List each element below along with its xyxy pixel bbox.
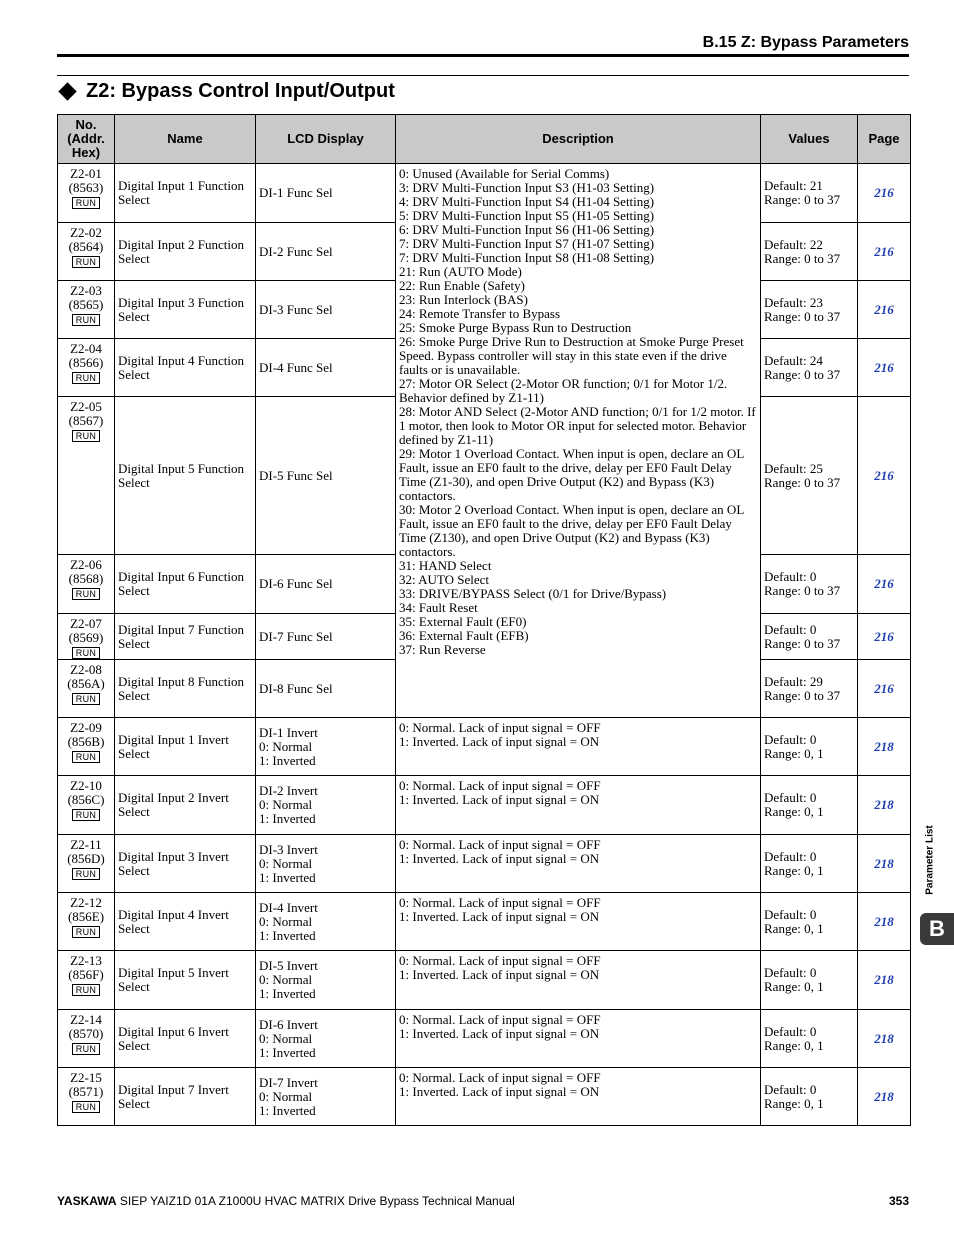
lcd-display-cell <box>256 1068 396 1126</box>
page-cell <box>858 776 911 835</box>
value-line: Range: 0 to 37 <box>764 583 841 598</box>
value-line: Default: 0 <box>764 621 817 637</box>
page-link[interactable]: 218 <box>874 1030 894 1046</box>
parameter-table <box>57 114 911 1126</box>
value-line: Default: 0 <box>764 1081 817 1097</box>
run-badge: RUN <box>72 588 100 600</box>
values-cell <box>761 281 858 339</box>
col-page-header: Page <box>858 115 911 164</box>
param-no-cell <box>58 223 115 281</box>
lcd-display-cell <box>256 1010 396 1068</box>
values-cell <box>761 397 858 555</box>
value-line: Default: 0 <box>764 569 817 584</box>
page-link[interactable]: 216 <box>874 680 894 696</box>
description-line: 31: HAND Select <box>399 558 492 573</box>
description-line: 34: Fault Reset <box>399 600 478 615</box>
page-link[interactable]: 216 <box>874 576 894 591</box>
lcd-display-line: DI-3 Invert <box>259 841 318 857</box>
invert-description-cell <box>396 951 761 1010</box>
page-link[interactable]: 216 <box>874 359 894 375</box>
page-cell <box>858 1068 911 1126</box>
value-line: Default: 0 <box>764 731 817 747</box>
description-line: 24: Remote Transfer to Bypass <box>399 306 561 321</box>
description-line: 0: Normal. Lack of input signal = OFF <box>399 953 601 968</box>
description-line: 0: Normal. Lack of input signal = OFF <box>399 1070 601 1085</box>
lcd-display-line: DI-1 Func Sel <box>259 185 333 200</box>
invert-description-cell <box>396 835 761 893</box>
run-badge: RUN <box>72 1043 100 1055</box>
param-number: Z2-03 <box>70 283 102 298</box>
description-line: 33: DRIVE/BYPASS Select (0/1 for Drive/Bypass) <box>399 586 667 601</box>
param-name: Digital Input 4 Invert Select <box>115 893 256 951</box>
invert-description-cell <box>396 1068 761 1126</box>
param-address: (8565) <box>68 297 104 312</box>
side-label: Parameter List <box>924 825 936 895</box>
param-address: (8569) <box>68 630 104 645</box>
page-cell <box>858 555 911 614</box>
table-row <box>58 1010 911 1068</box>
values-cell <box>761 339 858 397</box>
description-line: 29: Motor 1 Overload Contact. When input is open, declare an OL Fault, issue an EF0 fault to the drive, delay per EF0 Fault Delay Time (Z1-30), and open Drive Output (K2) and Bypass (K3) contactors. <box>399 446 744 503</box>
param-address: (856E) <box>67 909 105 924</box>
lcd-display-line: 0: Normal <box>259 855 313 871</box>
param-no-cell <box>58 1068 115 1126</box>
lcd-display-cell <box>256 397 396 555</box>
lcd-display-line: 0: Normal <box>259 972 313 987</box>
param-address: (856F) <box>68 967 104 982</box>
param-address: (8567) <box>68 413 104 428</box>
lcd-display-line: 0: Normal <box>259 797 313 812</box>
page-title <box>57 80 395 103</box>
lcd-display-cell <box>256 281 396 339</box>
param-address: (8571) <box>68 1084 104 1099</box>
function-description-cell <box>396 164 761 718</box>
page-title-text: Z2: Bypass Control Input/Output <box>86 80 395 102</box>
description-line: 7: DRV Multi-Function Input S7 (H1-07 Setting) <box>399 236 655 251</box>
description-line: 37: Run Reverse <box>399 642 486 657</box>
values-cell <box>761 893 858 951</box>
page-link[interactable]: 216 <box>874 467 894 483</box>
lcd-display-line: 0: Normal <box>259 913 313 929</box>
footer-text: SIEP YAIZ1D 01A Z1000U HVAC MATRIX Drive Bypass Technical Manual <box>116 1194 515 1208</box>
lcd-display-line: DI-7 Func Sel <box>259 628 333 644</box>
page-link[interactable]: 218 <box>874 972 894 987</box>
lcd-display-line: 0: Normal <box>259 738 313 754</box>
param-no-cell <box>58 555 115 614</box>
description-line: 35: External Fault (EF0) <box>399 614 527 629</box>
invert-description-cell <box>396 718 761 776</box>
invert-description-cell <box>396 893 761 951</box>
header-rule <box>57 54 909 57</box>
page-link[interactable]: 216 <box>874 243 894 259</box>
page-cell <box>858 397 911 555</box>
description-line: 23: Run Interlock (BAS) <box>399 292 528 307</box>
lcd-display-line: DI-6 Func Sel <box>259 576 333 591</box>
run-badge: RUN <box>72 868 100 880</box>
param-name: Digital Input 6 Invert Select <box>115 1010 256 1068</box>
lcd-display-cell <box>256 893 396 951</box>
param-name: Digital Input 1 Invert Select <box>115 718 256 776</box>
lcd-display-line: 1: Inverted <box>259 1044 316 1060</box>
description-line: 32: AUTO Select <box>399 572 490 587</box>
page-cell <box>858 660 911 718</box>
lcd-display-line: DI-8 Func Sel <box>259 680 333 696</box>
values-cell <box>761 1010 858 1068</box>
lcd-display-cell <box>256 339 396 397</box>
param-name: Digital Input 5 Invert Select <box>115 951 256 1010</box>
page-cell <box>858 951 911 1010</box>
param-address: (856B) <box>67 734 105 749</box>
description-line: 0: Normal. Lack of input signal = OFF <box>399 895 601 910</box>
description-line: 21: Run (AUTO Mode) <box>399 264 522 279</box>
col-values-header: Values <box>761 115 858 164</box>
description-line: 0: Normal. Lack of input signal = OFF <box>399 720 601 735</box>
value-line: Range: 0, 1 <box>764 862 824 878</box>
lcd-display-cell <box>256 951 396 1010</box>
value-line: Default: 25 <box>764 460 823 476</box>
col-name-header: Name <box>115 115 256 164</box>
description-line: 1: Inverted. Lack of input signal = ON <box>399 792 600 807</box>
lcd-display-line: DI-5 Func Sel <box>259 467 333 483</box>
lcd-display-line: DI-5 Invert <box>259 958 318 973</box>
values-cell <box>761 718 858 776</box>
value-line: Range: 0, 1 <box>764 1095 824 1111</box>
description-line: 30: Motor 2 Overload Contact. When input is open, declare an OL Fault, issue an EF0 fault to the drive, delay per EF0 Fault Delay Time (Z130), and open Drive Output (K2) and Bypass (K3) contactors. <box>399 502 744 559</box>
footer-manual-title <box>57 1194 515 1208</box>
page-number: 353 <box>888 1194 909 1208</box>
value-line: Range: 0, 1 <box>764 804 824 819</box>
description-line: 1: Inverted. Lack of input signal = ON <box>399 1084 600 1099</box>
description-line: 1: Inverted. Lack of input signal = ON <box>399 1026 600 1041</box>
run-badge: RUN <box>72 314 100 326</box>
col-no-header: No. (Addr. Hex) <box>58 115 115 164</box>
table-row <box>58 776 911 835</box>
value-line: Range: 0 to 37 <box>764 366 841 382</box>
param-address: (8566) <box>68 355 104 370</box>
description-line: 0: Unused (Available for Serial Comms) <box>399 166 610 181</box>
value-line: Default: 0 <box>764 1023 817 1039</box>
param-number: Z2-09 <box>70 720 102 735</box>
param-address: (8564) <box>68 239 104 254</box>
lcd-display-cell <box>256 223 396 281</box>
param-number: Z2-11 <box>70 837 102 852</box>
description-line: 1: Inverted. Lack of input signal = ON <box>399 967 600 982</box>
description-line: 3: DRV Multi-Function Input S3 (H1-03 Setting) <box>399 180 655 195</box>
param-no-cell <box>58 164 115 223</box>
lcd-display-line: DI-2 Invert <box>259 783 318 798</box>
param-name: Digital Input 2 Invert Select <box>115 776 256 835</box>
value-line: Default: 22 <box>764 236 823 252</box>
values-cell <box>761 835 858 893</box>
description-line: 25: Smoke Purge Bypass Run to Destruction <box>399 320 632 335</box>
param-name: Digital Input 1 Function Select <box>115 164 256 223</box>
page-cell <box>858 614 911 660</box>
value-line: Range: 0 to 37 <box>764 687 841 703</box>
param-no-cell <box>58 776 115 835</box>
value-line: Default: 29 <box>764 673 823 689</box>
value-line: Range: 0 to 37 <box>764 192 841 207</box>
description-line: 1: Inverted. Lack of input signal = ON <box>399 734 600 749</box>
value-line: Range: 0 to 37 <box>764 308 841 324</box>
footer-brand: YASKAWA <box>57 1194 117 1208</box>
table-row <box>58 718 911 776</box>
section-header: B.15 Z: Bypass Parameters <box>702 34 909 51</box>
description-line: 0: Normal. Lack of input signal = OFF <box>399 1012 601 1027</box>
run-badge: RUN <box>72 984 100 996</box>
param-no-cell <box>58 339 115 397</box>
run-badge: RUN <box>72 256 100 268</box>
lcd-display-line: DI-7 Invert <box>259 1074 318 1090</box>
lcd-display-cell <box>256 614 396 660</box>
lcd-display-line: 1: Inverted <box>259 927 316 943</box>
lcd-display-line: 1: Inverted <box>259 1102 316 1118</box>
invert-description-cell <box>396 1010 761 1068</box>
param-no-cell <box>58 893 115 951</box>
page-link[interactable]: 218 <box>874 797 894 812</box>
param-name: Digital Input 8 Function Select <box>115 660 256 718</box>
param-name: Digital Input 7 Invert Select <box>115 1068 256 1126</box>
page-cell <box>858 281 911 339</box>
param-number: Z2-01 <box>70 166 102 181</box>
param-no-cell <box>58 1010 115 1068</box>
value-line: Default: 23 <box>764 294 823 310</box>
values-cell <box>761 555 858 614</box>
values-cell <box>761 776 858 835</box>
param-number: Z2-02 <box>70 225 102 240</box>
param-address: (8563) <box>68 180 104 195</box>
page-link[interactable]: 216 <box>874 628 894 644</box>
param-number: Z2-15 <box>70 1070 102 1085</box>
param-no-cell <box>58 281 115 339</box>
page-cell <box>858 835 911 893</box>
page-link[interactable]: 218 <box>874 913 894 929</box>
param-address: (856C) <box>67 792 105 807</box>
description-line: 26: Smoke Purge Drive Run to Destruction at Smoke Purge Preset Speed. Bypass controller will stay in this state even if the drive faults or is unavailable. <box>399 334 744 377</box>
run-badge: RUN <box>72 693 100 705</box>
run-badge: RUN <box>72 751 100 763</box>
value-line: Default: 0 <box>764 906 817 922</box>
lcd-display-line: 1: Inverted <box>259 986 316 1001</box>
param-number: Z2-13 <box>70 953 102 968</box>
lcd-display-cell <box>256 835 396 893</box>
param-name: Digital Input 6 Function Select <box>115 555 256 614</box>
param-name: Digital Input 4 Function Select <box>115 339 256 397</box>
lcd-display-line: DI-4 Invert <box>259 899 318 915</box>
values-cell <box>761 660 858 718</box>
page-cell <box>858 339 911 397</box>
param-number: Z2-12 <box>70 895 102 910</box>
table-row <box>58 835 911 893</box>
param-address: (856A) <box>67 676 105 691</box>
page-link[interactable]: 216 <box>874 301 894 317</box>
param-number: Z2-10 <box>70 778 102 793</box>
value-line: Range: 0 to 37 <box>764 474 841 490</box>
description-line: 28: Motor AND Select (2-Motor AND function; 0/1 for 1/2 motor. If 1 motor, then look to Motor OR input for selected motor. Behavior defined by Z1-11) <box>399 404 756 447</box>
page-cell <box>858 223 911 281</box>
run-badge: RUN <box>72 430 100 442</box>
footer <box>57 1194 909 1208</box>
page-link[interactable]: 218 <box>874 1088 894 1104</box>
param-no-cell <box>58 835 115 893</box>
value-line: Default: 24 <box>764 352 823 368</box>
values-cell <box>761 951 858 1010</box>
lcd-display-cell <box>256 555 396 614</box>
value-line: Default: 0 <box>764 790 817 805</box>
appendix-tab[interactable]: B <box>920 913 954 945</box>
run-badge: RUN <box>72 647 100 659</box>
param-address: (8568) <box>68 571 104 586</box>
lcd-display-line: 1: Inverted <box>259 811 316 826</box>
description-line: 6: DRV Multi-Function Input S6 (H1-06 Setting) <box>399 222 655 237</box>
invert-description-cell <box>396 776 761 835</box>
param-number: Z2-08 <box>70 662 102 677</box>
param-no-cell <box>58 660 115 718</box>
page-cell <box>858 718 911 776</box>
param-name: Digital Input 2 Function Select <box>115 223 256 281</box>
param-address: (856D) <box>67 851 105 866</box>
value-line: Range: 0, 1 <box>764 979 824 994</box>
table-row <box>58 164 911 223</box>
diamond-icon <box>58 82 76 100</box>
value-line: Range: 0, 1 <box>764 920 824 936</box>
col-desc-header: Description <box>396 115 761 164</box>
description-line: 22: Run Enable (Safety) <box>399 278 525 293</box>
param-no-cell <box>58 397 115 555</box>
param-number: Z2-06 <box>70 557 102 572</box>
values-cell <box>761 223 858 281</box>
param-number: Z2-05 <box>70 399 102 414</box>
param-number: Z2-04 <box>70 341 102 356</box>
page-cell <box>858 1010 911 1068</box>
run-badge: RUN <box>72 809 100 821</box>
description-line: 36: External Fault (EFB) <box>399 628 529 643</box>
value-line: Default: 21 <box>764 178 823 193</box>
run-badge: RUN <box>72 372 100 384</box>
table-row <box>58 1068 911 1126</box>
param-no-cell <box>58 951 115 1010</box>
lcd-display-line: 0: Normal <box>259 1088 313 1104</box>
description-line: 7: DRV Multi-Function Input S8 (H1-08 Setting) <box>399 250 655 265</box>
lcd-display-line: DI-3 Func Sel <box>259 301 333 317</box>
lcd-display-line: 1: Inverted <box>259 752 316 768</box>
lcd-display-cell <box>256 718 396 776</box>
lcd-display-line: DI-4 Func Sel <box>259 359 333 375</box>
description-line: 4: DRV Multi-Function Input S4 (H1-04 Setting) <box>399 194 655 209</box>
param-name: Digital Input 5 Function Select <box>115 397 256 555</box>
description-line: 0: Normal. Lack of input signal = OFF <box>399 837 601 852</box>
header-rule-thin <box>57 75 909 76</box>
description-line: 1: Inverted. Lack of input signal = ON <box>399 909 600 924</box>
run-badge: RUN <box>72 1101 100 1113</box>
description-line: 27: Motor OR Select (2-Motor OR function; 0/1 for Motor 1/2. Behavior defined by Z1-11) <box>399 376 728 405</box>
values-cell <box>761 164 858 223</box>
lcd-display-line: 1: Inverted <box>259 869 316 885</box>
page-link[interactable]: 218 <box>874 738 894 754</box>
param-no-cell <box>58 614 115 660</box>
lcd-display-line: DI-2 Func Sel <box>259 243 333 259</box>
description-line: 1: Inverted. Lack of input signal = ON <box>399 851 600 866</box>
page-cell <box>858 164 911 223</box>
page-link[interactable]: 218 <box>874 855 894 871</box>
lcd-display-line: DI-6 Invert <box>259 1016 318 1032</box>
col-lcd-header: LCD Display <box>256 115 396 164</box>
lcd-display-cell <box>256 660 396 718</box>
description-line: 5: DRV Multi-Function Input S5 (H1-05 Setting) <box>399 208 655 223</box>
description-line: 0: Normal. Lack of input signal = OFF <box>399 778 601 793</box>
param-no-cell <box>58 718 115 776</box>
lcd-display-line: 0: Normal <box>259 1030 313 1046</box>
param-name: Digital Input 3 Function Select <box>115 281 256 339</box>
table-row <box>58 893 911 951</box>
param-name: Digital Input 3 Invert Select <box>115 835 256 893</box>
param-address: (8570) <box>68 1026 104 1041</box>
lcd-display-line: DI-1 Invert <box>259 724 318 740</box>
table-row <box>58 951 911 1010</box>
value-line: Range: 0, 1 <box>764 745 824 761</box>
value-line: Range: 0, 1 <box>764 1037 824 1053</box>
lcd-display-cell <box>256 164 396 223</box>
value-line: Default: 0 <box>764 848 817 864</box>
table-header-row <box>58 115 911 164</box>
value-line: Range: 0 to 37 <box>764 250 841 266</box>
lcd-display-cell <box>256 776 396 835</box>
page-link[interactable]: 216 <box>874 185 894 200</box>
run-badge: RUN <box>72 197 100 209</box>
param-number: Z2-07 <box>70 616 102 631</box>
run-badge: RUN <box>72 926 100 938</box>
param-number: Z2-14 <box>70 1012 102 1027</box>
page-cell <box>858 893 911 951</box>
value-line: Default: 0 <box>764 965 817 980</box>
value-line: Range: 0 to 37 <box>764 635 841 651</box>
param-name: Digital Input 7 Function Select <box>115 614 256 660</box>
values-cell <box>761 1068 858 1126</box>
values-cell <box>761 614 858 660</box>
